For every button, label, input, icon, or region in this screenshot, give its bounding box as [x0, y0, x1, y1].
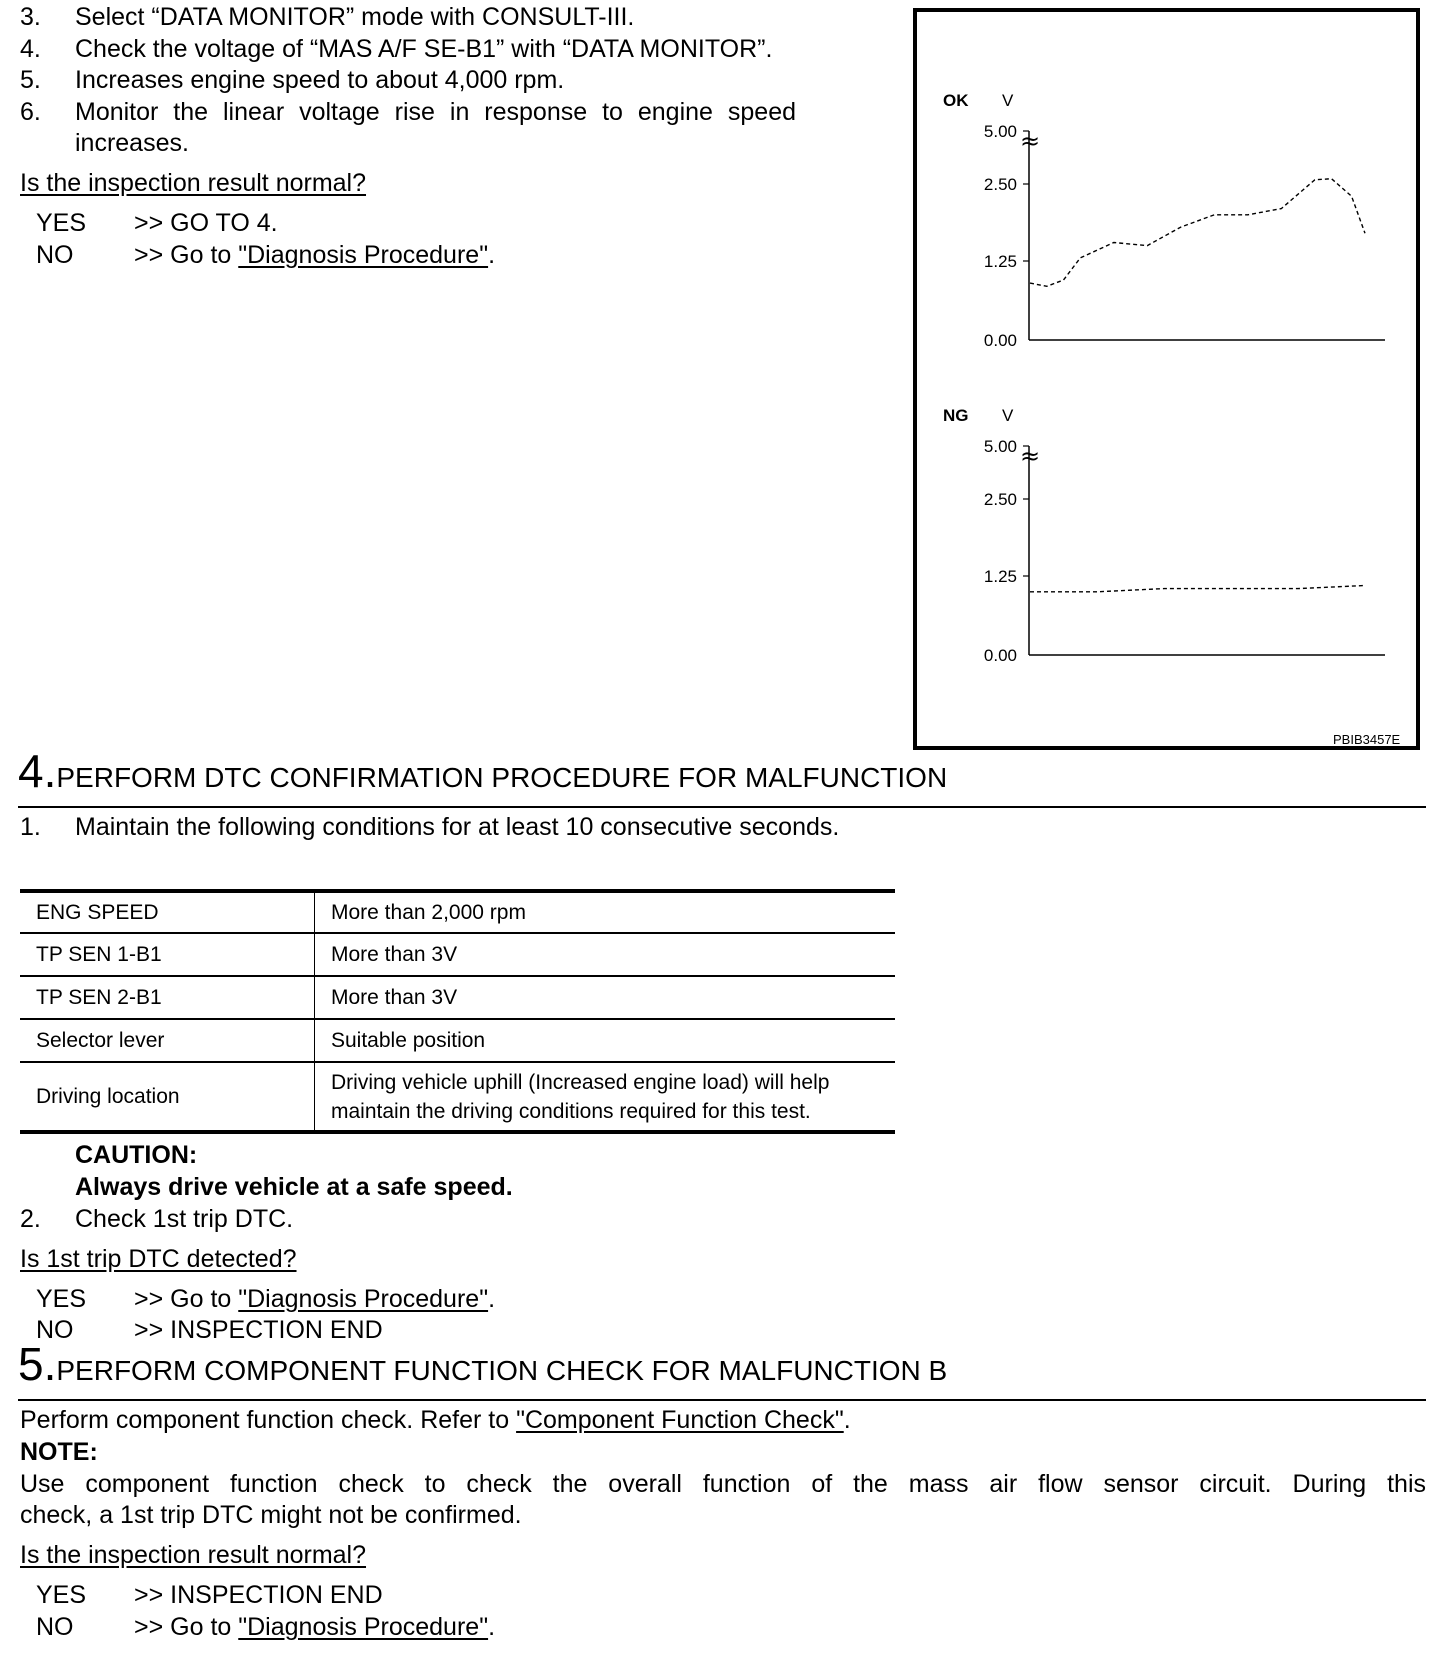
component-function-check-link[interactable]: "Component Function Check"	[516, 1406, 844, 1434]
table-row: TP SEN 1-B1 More than 3V	[20, 933, 895, 976]
chart-ok	[943, 91, 1385, 350]
figure-code: PBIB3457E	[1333, 732, 1401, 747]
note-line-2: check, a 1st trip DTC might not be confirmed.	[20, 1501, 522, 1529]
axis-break-symbol: ≈	[1019, 442, 1041, 470]
table-row: ENG SPEED More than 2,000 rpm	[20, 891, 895, 933]
note-line-1: Use component function check to check the overall function of the mass air flow sensor circuit. During this	[20, 1470, 1426, 1498]
table-row: Selector lever Suitable position	[20, 1019, 895, 1062]
table-row: TP SEN 2-B1 More than 3V	[20, 976, 895, 1019]
chart-unit: V	[1002, 406, 1014, 425]
step5-heading: 5.PERFORM COMPONENT FUNCTION CHECK FOR MALFUNCTION B	[18, 1338, 948, 1390]
voltage-charts-svg	[0, 0, 1456, 760]
y-tick-label: 2.50	[983, 490, 1017, 509]
step3-question: Is the inspection result normal?	[20, 169, 367, 197]
diagnosis-procedure-link[interactable]: "Diagnosis Procedure"	[238, 1613, 489, 1641]
step3-item-6-cont: increases.	[75, 129, 189, 157]
diagnosis-procedure-link[interactable]: "Diagnosis Procedure"	[238, 241, 489, 269]
step4-heading: 4.PERFORM DTC CONFIRMATION PROCEDURE FOR MALFUNCTION	[18, 745, 948, 797]
caution-text: Always drive vehicle at a safe speed.	[75, 1173, 513, 1201]
y-tick-label: 0.00	[983, 646, 1017, 665]
step4-divider	[18, 806, 1426, 808]
axis-break-symbol: ≈	[1019, 127, 1041, 155]
chart-title: OK	[943, 91, 969, 110]
diagnosis-procedure-link[interactable]: "Diagnosis Procedure"	[238, 1285, 489, 1313]
caution-label: CAUTION:	[75, 1141, 198, 1169]
chart-title: NG	[943, 406, 969, 425]
y-tick-label: 5.00	[983, 122, 1017, 141]
y-tick-label: 1.25	[983, 252, 1017, 271]
y-tick-label: 5.00	[983, 437, 1017, 456]
chart-series-line	[1030, 179, 1365, 287]
chart-unit: V	[1002, 91, 1014, 110]
chart-series-line	[1030, 586, 1365, 592]
step5-intro: Perform component function check. Refer to "Component Function Check".	[20, 1406, 851, 1434]
step4-question: Is 1st trip DTC detected?	[20, 1245, 297, 1273]
step5-divider	[18, 1399, 1426, 1401]
step5-question: Is the inspection result normal?	[20, 1541, 367, 1569]
y-tick-label: 2.50	[983, 175, 1017, 194]
conditions-table	[20, 889, 895, 1134]
y-tick-label: 1.25	[983, 567, 1017, 586]
table-row: Driving location Driving vehicle uphill (Increased engine load) will help maintain the driving conditions required for this test.	[20, 1062, 895, 1132]
chart-ng	[943, 406, 1385, 665]
y-tick-label: 0.00	[983, 331, 1017, 350]
note-label: NOTE:	[20, 1438, 98, 1466]
